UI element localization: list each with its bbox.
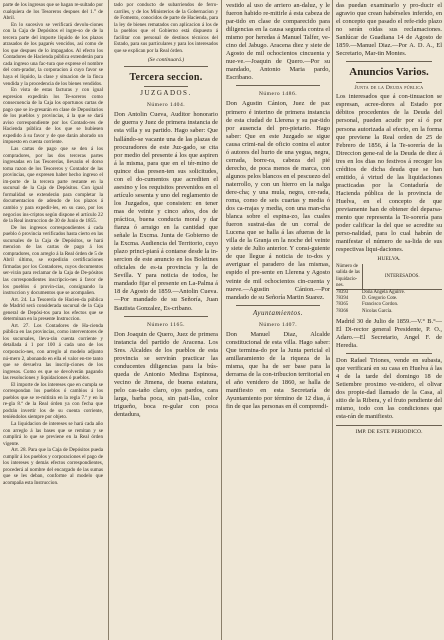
divider bbox=[124, 316, 208, 317]
paragraph: De los ingresos correspondientes á cada pueblo ó provincia verificados hasta cierto en las sucursales de la Caja de Depósitos, se hará mencion de las cartas de pago á los compradores, con arreglo á la Real órden de 5 de Abril último, se expedirán certificaciones firmadas por los Contadores, cuyos documentos ser-virán para reclamar de la Caja de De-pósitos las correspondientes inscripcio-nes á favor de los pueblos ó provin-cias, consignando la instruccion y documentos que se acompañen. bbox=[3, 224, 103, 297]
paragraph: En vista de estas facturas y con igual espresion expedirán los Te-soreros como consecuencia de la Caja los oportunos cartas de pago que se in-gresarán en clase de Depositarios de los pueblos y provincias, á la que se dará aviso correspondiente por los Contado-res de Hacienda pública de los que se hubiesen expedido á su favor y de que darán ahorado un impuesto en cuenta corriente. bbox=[3, 87, 103, 146]
paragraph: En lo sucesivo se verificará devolu-ciones con la Caja de Depósitos el ingre-so de de la tercera parte del importe líquido de los plazos atrasados de los pagarés vencidos, así como de los que despues de lo impagados. Al efecto los Contadores de Hacienda pública extenderán para cada ingreso una fac-tura que exprese el nombre del com-prador, la corporacion á cuyo favor se haya el líquido, la clase y situacion de la finca vendida y la procedencia de los bienes vendidos. bbox=[3, 21, 103, 87]
divider bbox=[236, 85, 320, 86]
column-3 bbox=[226, 2, 330, 411]
column-1 bbox=[3, 2, 103, 486]
table-cell: Nicolas García. bbox=[362, 308, 393, 314]
subsection-title: Junta de la Deuda pública bbox=[354, 85, 424, 92]
table-row bbox=[336, 309, 442, 315]
continuation-note: (Se continuará.) bbox=[147, 57, 185, 64]
notice-number: Número 1407. bbox=[258, 321, 298, 328]
notice-body: Madrid 30 de Julio de 1859.—V.° B.°—El Di-rector general Presidente, P. O., Adaro.—El Secretario, Angel F. de Heredia. bbox=[336, 317, 442, 350]
paragraph: Art. 24. La Tesorería de Hacien-da pública de Madrid será considerada sucursal de la Caja general de Depósi-tos para los efectos que se determinan en la presente Instruccion. bbox=[3, 296, 103, 323]
creditors-table bbox=[336, 264, 442, 315]
paragraph: parte de los ingresos que se hagan re-sultado por cualquiera de los Tesoreros despues del 1.° de Abril. bbox=[3, 2, 103, 22]
table-header-row bbox=[336, 264, 442, 289]
table-cell: 78366 bbox=[336, 308, 349, 314]
column-4 bbox=[336, 2, 442, 435]
notice-body: Don Rafael Triones, vende en subasta, que verificará en su casa en Huelva á las 4 de la tarde del domingo 18 de Setiembre proximo ve-nidero, el olivar dos propie-dad llamado de la Casa, al sitio de la Ribera, y el fruto pendiente del mismo, todo con las condiciones que esta-rán de manifiesto. bbox=[336, 357, 442, 421]
divider bbox=[336, 425, 442, 426]
table-cell: 78394 bbox=[336, 296, 349, 302]
divider bbox=[346, 61, 432, 62]
notice-number: Número 1404. bbox=[146, 102, 186, 109]
table-header: Número de salida de las liquidacio-nes. bbox=[336, 264, 362, 289]
notice-body: Don Antolin Cueva, Auditor honorario de guerra y Juez de primera instancia de esta villa y su partido. Hago saber: Que hallándo-se vacante una de las plazas de procuradores de este Juz-gado, se cita por medio del presente á los que aspiren á la misma, para que en el tér-mino de quince dias presen-ten sus solicitudes, con el do-cumentos que acrediten el asesino y los requisitos prevenidos en el artículo sesenta y uno del reglamento de los Juzgados, que consisten: en tener mas de veinte y cinco años, dos de práctica, buena conducta moral y dar fianza ó arraigo en la cantidad que señale la Excma. Junta de Gobierno de la Excma. Audiencia del Territorio, cuyo plazo princi-piará á contarse desde la in-sercion de este anuncio en los Boletines oficiales de es-ta provincia y la de Sevilla. Y para noticia de todos, he mandado fijar el presente en La-Palma á 18 de Agosto de 1859.—Antolin Cueva.—Por mandado de su Señoría, Juan Bautista Gonzalez, Es-cribano. bbox=[114, 111, 218, 312]
table-row bbox=[336, 290, 442, 297]
notice-body: vestido al uso de arriero an-daluz, y le fueron habido re-mitirle á esta cabeza de par-tido en clase de comparecido para diligencias en la causa segunda contra el mismo por heredas á Manuel Talfer, ve-cino del Jabugo. Aracena diez y siete de Agosto de mil ochocientos cincuenta y nue-ve.—Joaquin de Quero.—Por su mandado, Antonio Maria pardo, Escribano. bbox=[226, 2, 330, 82]
subsection-title: JUZGADOS. bbox=[140, 89, 192, 98]
section-title: Anuncios Varios. bbox=[349, 66, 429, 79]
notice-body: Los interesados que á con-tinuacion se espresan, acree-dores al Estado por débitos procedentes de la Deuda del personal, pueden acudir por sí ó por persona autorizada al efecto, en la forma que previene la Real orden de 25 de Febrero de 1856, á la Te-sorería de la Direccion gene-ral de la Deuda de diez á tres en los dias no festivos á recoger los créditos de dicha deuda que se han emitido, á virtud de las liquidaciones practicadas por la Contaduría de Hacienda pública de la provincia de Huelva, en el concepto de que previamente han de obtener del deparsa-mento que representa la Te-sorería para poder calificar la del que se acredite su perso-nalidad, para lo cual habrán de manifestar el número de sa-lida de sus respectivas liqui-daciones. bbox=[336, 93, 442, 254]
column-rule bbox=[108, 0, 109, 640]
place-heading: HUELVA. bbox=[377, 256, 401, 263]
notice-body: das puedan examinarlo y pro-ducir el agravio que crean habérseles inferido, en el concepto que pasado el refe-rido plazo no serán oidas sus reclamaciones. Sanlúcar de Guadiana 14 de Agosto de 1859.—Manuel Diaz.—Por A. D. A., El Secretario, Mar-tin Montes. bbox=[336, 2, 442, 58]
subsection-title: Ayuntamientos. bbox=[253, 308, 303, 317]
table-cell: Francisco Cordon. bbox=[362, 302, 399, 308]
column-2 bbox=[114, 2, 218, 419]
divider bbox=[346, 353, 432, 354]
notice-body: Don Agustin Cánion, Juez de paz primero é interino de primera instancia de esta ciudad de Llerena y su par-tido por ausencia del pro-pietario. Hago saber: Que en este Juzgado se sigue causa crimi-nal de oficio contra el autor ó autores del hurto de una yegua, negra, cerrada, borre-ra, cabeza del pié derecho, de poca menos de marca, con algunos pelos blancos en el pescuezo del naterrollo, y con un hierro en la nalga dere-cha; y una mula, negra, cer-rada, roma, como de seis cuartas y media ó dos ca-rrajas y media, con una man-cha blanca sobre el espina-zo, las cuales fueron sustrai-das de un corral de Lucena que se halla á las afueras de la villa de la Granja en la noche del veinte y siete de Julio anterior. Y consi-guiente de que llegue á noticia de to-dos y averiguar el paradero de las mismas, espido el pre-sente en Llerena y Agosto veinte de mil ochocientos cin-cuenta y nueve.—Agustin Cánion.—Por mandado de su Señoría Martin Suarez. bbox=[226, 100, 330, 301]
column-rule bbox=[332, 0, 333, 640]
divider bbox=[356, 82, 422, 83]
table-header: INTERESADOS. bbox=[362, 264, 442, 289]
imprint: IMP. DE ESTE PERIODICO. bbox=[355, 429, 423, 436]
divider bbox=[124, 66, 208, 67]
divider bbox=[144, 86, 188, 87]
notice-number: Número 1165. bbox=[146, 321, 186, 328]
table-cell: Doña Angela Aguirre. bbox=[362, 290, 406, 296]
paragraph: Art. 27. Los Contadores de Ha-cienda pública en las provincias, como interventores de los sucursales, lleva-rán cuenta corriente y detallada á 1 por 100 á cada uno de los corporacio-nes, con arreglo al modelo adjunto nú-mero 2, abonando en ella el valor en-tre tanto que se devuelva las inscrip-ciones de los ingresos. Como es que se devolverán pagando las resoluciones y liquidaciones ó pueblos. bbox=[3, 322, 103, 382]
notice-body: Don Manuel Diaz, Alcalde constitucional de esta villa. Hago saber: Que termina-do por la Junta pericial el amillaramiento de la riqueza de la misma, que ha de ser base para la derrama de la con-tribucion territorial en el año venidero de 1860, se halla de manifiesto en esta Secretaría de Ayuntamiento por término de 12 dias, á fin de que las personas en él comprendi- bbox=[226, 330, 330, 411]
notice-number: Número 1486. bbox=[258, 91, 298, 98]
divider bbox=[236, 305, 320, 306]
column-rule bbox=[221, 0, 222, 640]
paragraph: Art. 28. Para que la Caja de Depósitos pueda cumplir á los pueblos y corporaciones el pago de los intereses y demás efectos correspondientes, procederá al nombre del encargado de las sumas que se les deban, conforme al modelo que acompaña esta Instruccion. bbox=[3, 447, 103, 486]
table-cell: 78393 bbox=[336, 290, 349, 296]
section-title: Tercera seccion. bbox=[129, 72, 203, 84]
table-cell: 78365 bbox=[336, 302, 349, 308]
paragraph: tado por conducto de subarriendos de ferro-carriles, y de los Ministerios de la Gobernacion y de Fomento, conocidos de parte de Hacienda, para la ley de bienes rematados con aplicacion á los de la pueblos que el Gobierno está dispuesto á facilitar con personal de destinos técnicos del Estado, para sus particulares y para los interesados que se explican por la Real órden. bbox=[114, 2, 218, 54]
paragraph: La liquidacion de intereses se hará cada año con arreglo á las bases que se remitan y se cumplirá lo que se previene en la Real órden vigente. bbox=[3, 421, 103, 447]
paragraph: Las cartas de pago que se den á los compradores, por las dos terceras partes ingresadas en las Tesorerías, llevarán el dorso toma razon de los Tesoreros y Contador de las provincias, que expresen haber hecho ingreso el im-porte de la tercera parte restante en la sucursal de la Caja de Depósitos. Con igual formalidad se extenderán para completar la documentacion de adeudo de los plazos á cambio y para expedir-les, en su caso, por los negocios ins-criptos según dispone el artículo 22 de la Real instruccion de 30 de Junio de 1855. bbox=[3, 146, 103, 225]
table-cell: D. Gregorio Cote. bbox=[362, 296, 398, 302]
paragraph: El importe de los intereses que en cumpla se correspondan los pueblos ó cambios á los pueblos que se re-mitirán en la regla 7.ª y en la re-gla 8.ª de la Real órden ya con fecha que podrán invertir los de su cuenta corriente, teniéndolos siempre por objeto. bbox=[3, 381, 103, 421]
notice-body: Don Joaquin de Quero, Juez de primera instancia del partido de Aracena. Los Sres. Alcaldes de los pueblos de esta provincia se servirán practicar las conducentes diligencias para la bús-queda de Antonio Medina Espinosa, vecino de Jimena, de buena estatura, pelo cas-taño claro, ojos pardos, cara larga, barba poca, sin pati-llas, color trigueño, boca re-gular con poca dentadura, bbox=[114, 330, 218, 419]
